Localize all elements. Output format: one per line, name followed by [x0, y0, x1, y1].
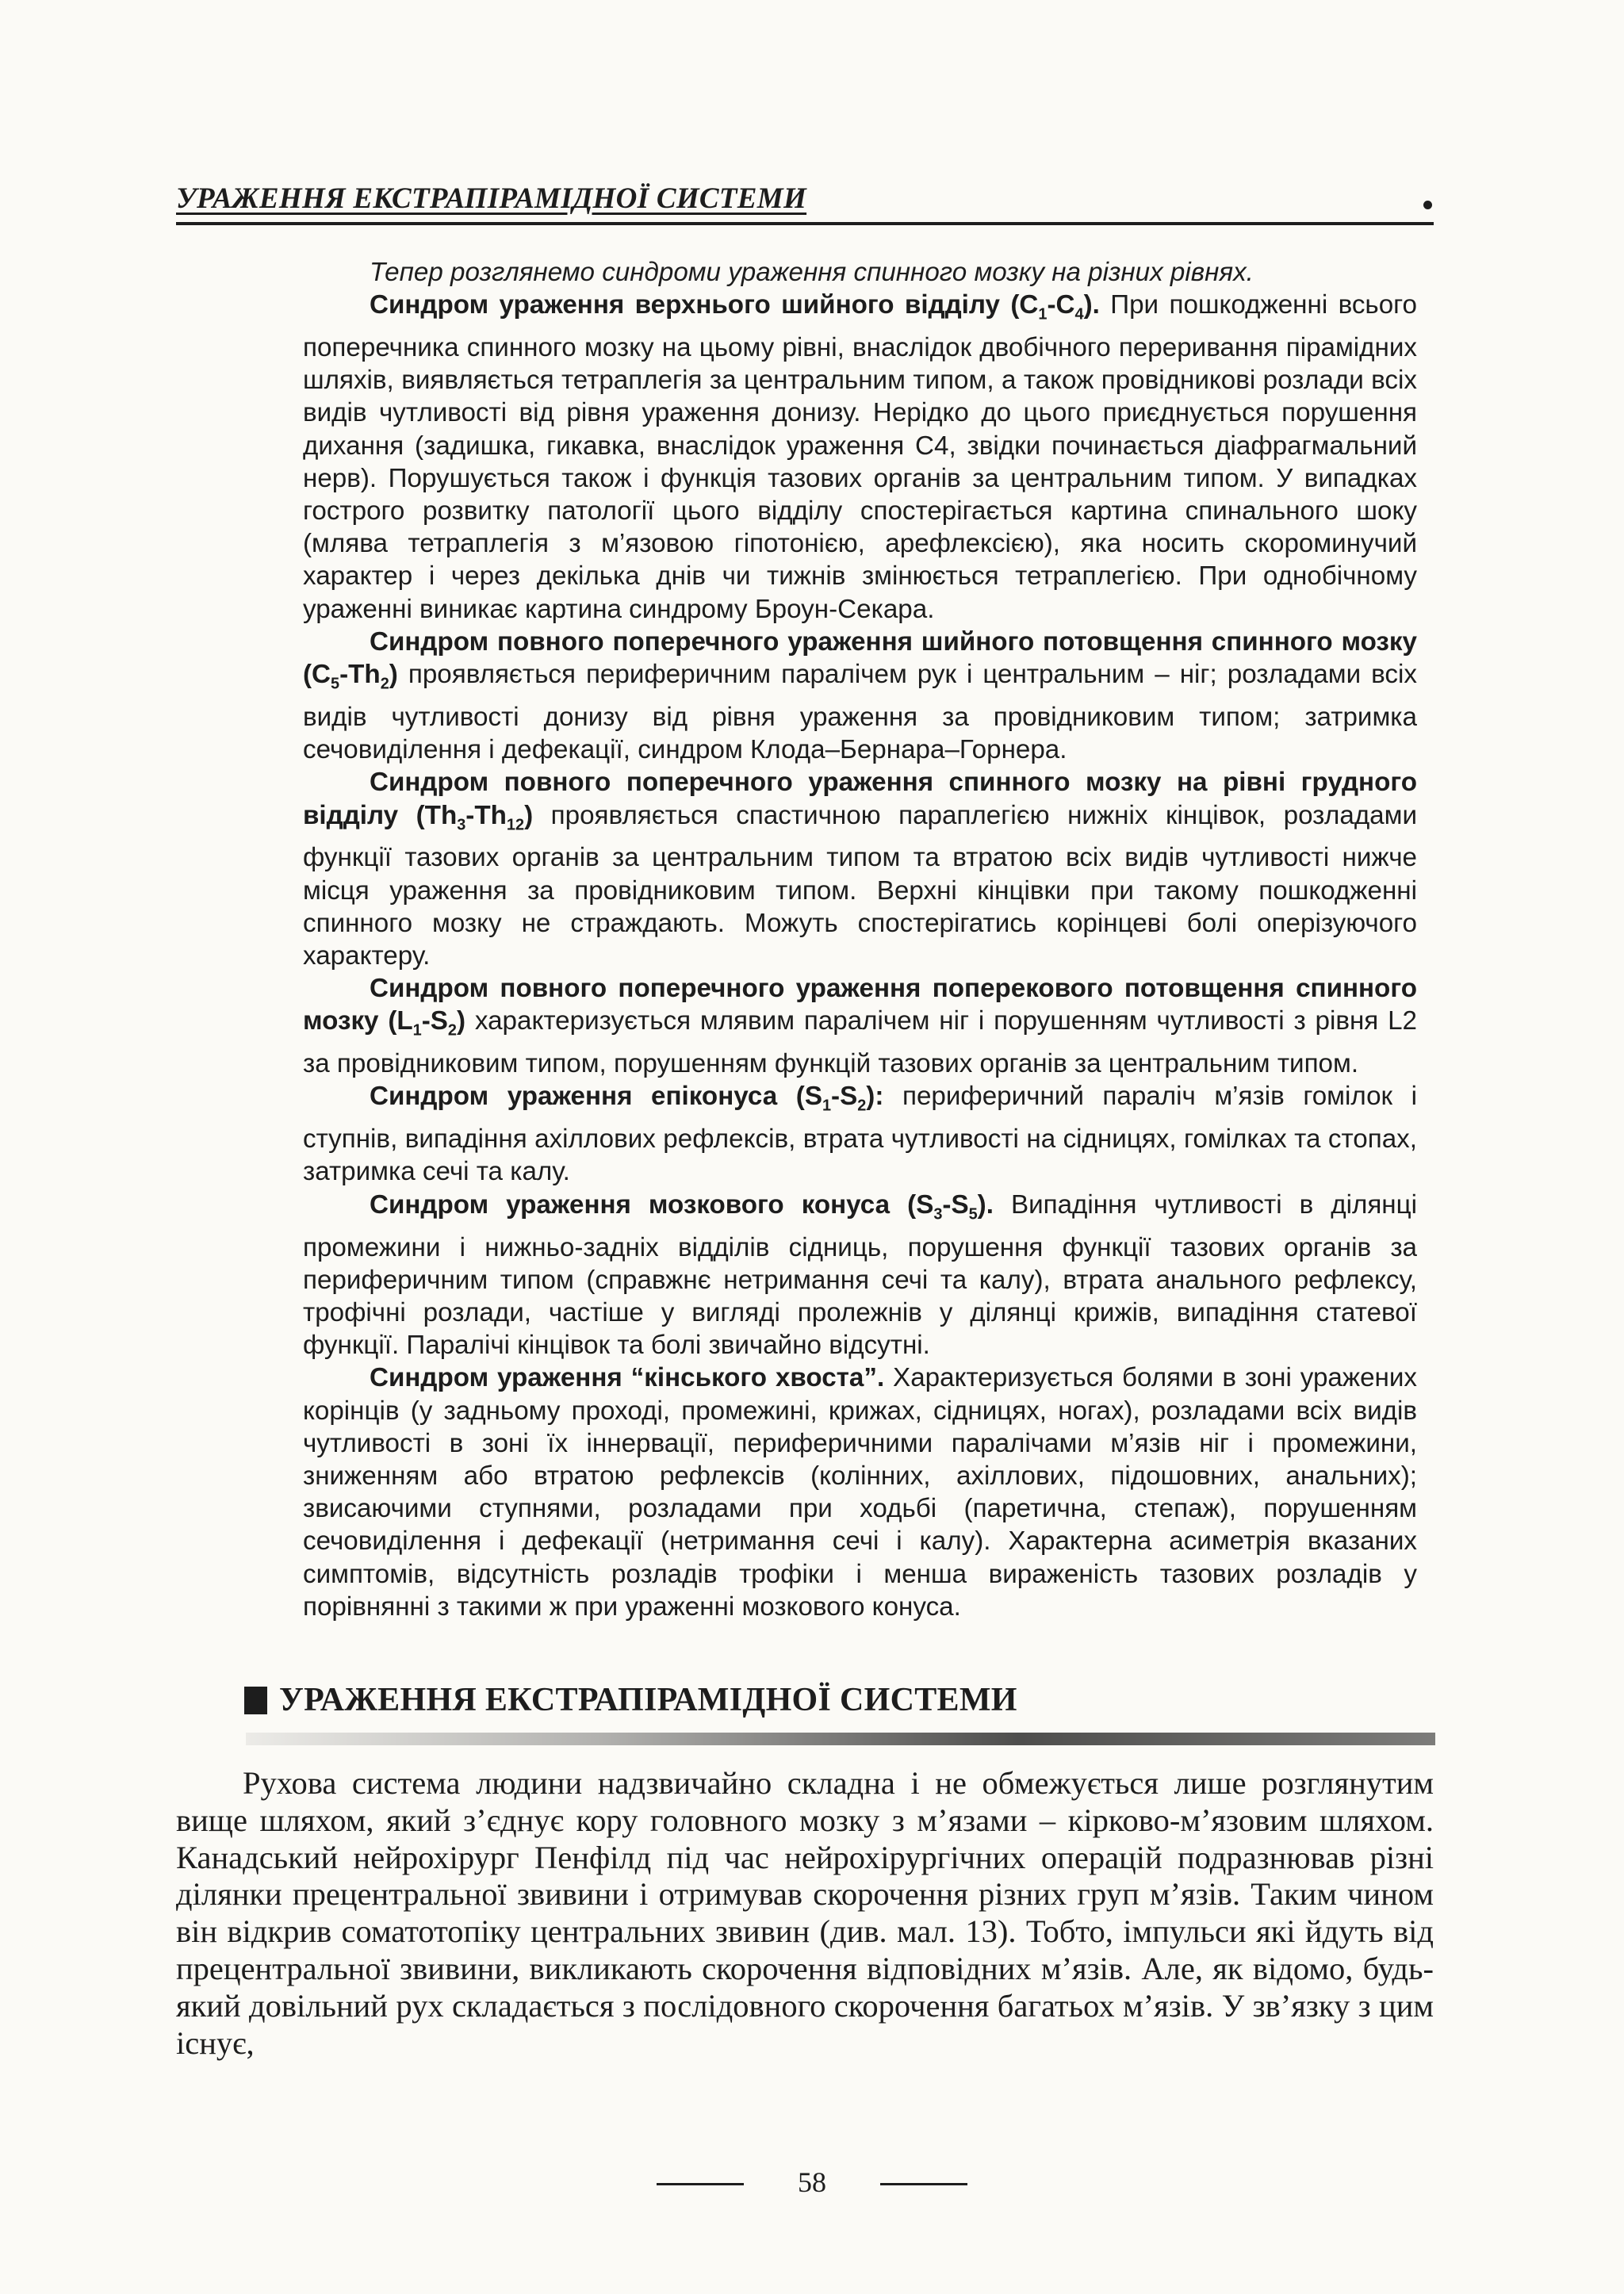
page-number: 58 [798, 2166, 826, 2198]
syndrome-term: Синдром повного поперечного ураження поперекового потовщення спинного мозку $(L_1-S_2)$ [303, 974, 1417, 1040]
syndrome-term: Синдром повного поперечного ураження спинного мозку на рівні грудного відділу $(Th_3-Th_{12})$ [303, 768, 1417, 834]
syndrome-paragraph [303, 972, 1417, 1080]
syndrome-paragraph [303, 1189, 1417, 1362]
running-header-title: УРАЖЕННЯ ЕКСТРАПІРАМІДНОЇ СИСТЕМИ [176, 182, 807, 215]
syndrome-description: При пошкодженні всього поперечника спинного мозку на цьому рівні, внаслідок двобічного переривання пірамідних шляхів, виявляється тетраплегія за центральним типом, а також провідникові розлади всіх видів чутливості від рівня ураження донизу. Нерідко до цього приєднується порушення дихання (задишка, гикавка, внаслідок ураження С4, звідки починається діафрагмальний нерв). Порушується також і функція тазових органів за центральним типом. У випадках гострого розвитку патології цього відділу спостерігається картина спинального шоку (млява тетраплегія з м’язовою гіпотонією, арефлексією), яка носить скороминучий характер і через декілька днів чи тижнів змінюється тетраплегією. При однобічному ураженні виникає картина синдрому Броун-Секара. [303, 290, 1418, 624]
bullet-icon [1423, 201, 1432, 209]
square-bullet-icon [244, 1687, 267, 1714]
section-heading-text: УРАЖЕННЯ ЕКСТРАПІРАМІДНОЇ СИСТЕМИ [279, 1682, 1017, 1718]
syndrome-description: Випадіння чутливості в ділянці промежини і нижньо-задніх відділів сідниць, порушення функції тазових органів за периферичним типом (справжнє нетримання сечі та калу), втрата анального рефлексу, трофічні розлади, частіше у вигляді пролежнів у ділянці крижів, випадіння статевої функції. Паралічі кінцівок та болі звичайно відсутні. [303, 1189, 1417, 1361]
syndrome-description: проявляється спастичною параплегією нижніх кінцівок, розладами функції тазових органів за центральним типом та втратою всіх видів чутливості нижче місця ураження за провідниковим типом. Верхні кінцівки при такому пошкодженні спинного мозку не страждають. Можуть спостерігатись корінцеві болі оперізуючого характеру. [303, 800, 1417, 971]
syndrome-term: Синдром повного поперечного ураження шийного потовщення спинного мозку $(С_5-Th_2)$ [303, 626, 1417, 693]
syndrome-term: Синдром ураження епіконуса $(S_1-S_2)$: [370, 1082, 884, 1116]
syndrome-paragraph [303, 1361, 1417, 1623]
syndrome-description: Характеризується болями в зоні уражених корінців (у задньому проході, промежині, крижах, сідницях, ногах), розладами всіх видів чутливості в зоні їх іннервації, периферичними паралічами м’язів ніг і промежини, зниженням або втратою рефлексів (колінних, ахіллових, підошовних, анальних); звисаючими ступнями, розладами при ходьбі (паретична, степаж), порушенням сечовиділення і дефекації (нетримання сечі і калу). Характерна асиметрія вказаних симптомів, відсутність розладів трофіки і менша вираженість тазових розладів у порівнянні з такими ж при ураженні мозкового конуса. [303, 1363, 1417, 1622]
syndrome-description: характеризується млявим паралічем ніг і порушенням чутливості з рівня L2 за провідниковим типом, порушенням функцій тазових органів за центральним типом. [303, 1006, 1417, 1079]
syndrome-paragraph [303, 626, 1417, 766]
body-text [303, 256, 1417, 1623]
syndrome-description: периферичний параліч м’язів гомілок і ступнів, випадіння ахіллових рефлексів, втрата чутливості на сідницях, гомілках та стопах, затримка сечі та калу. [303, 1082, 1417, 1187]
syndrome-term: Синдром ураження верхнього шийного відділу $(С_1-С_4)$. [370, 290, 1100, 324]
intro-line: Тепер розглянемо синдроми ураження спинного мозку на різних рівнях. [370, 258, 1254, 287]
section-paragraph: Рухова система людини надзвичайно складна і не обмежується лише розглянутим вище шляхом, який з’єднує кору головного мозку з м’язами – кірково-м’язовим шляхом. Канадський нейрохірург Пенфілд під час нейрохірургічних операцій подразнював різні ділянки прецентральної звивини і отримував скорочення різних груп м’язів. Таким чином він відкрив соматотопіку центральних звивин (див. мал. 13). Тобто, імпульси які йдуть від прецентральної звивини, викликають скорочення відповідних м’язів. Але, як відомо, будь-який довільний рух складається з послідовного скорочення багатьох м’язів. У зв’язку з цим існує, [176, 1765, 1434, 2061]
syndrome-paragraph [303, 766, 1417, 972]
heading-rule [246, 1733, 1435, 1745]
section-heading [244, 1679, 1434, 1724]
syndrome-paragraph [303, 1080, 1417, 1188]
syndrome-term: Синдром ураження “кінського хвоста”. [370, 1363, 885, 1393]
syndrome-paragraph [303, 289, 1417, 626]
footer-rule-right [880, 2183, 967, 2185]
running-header [176, 176, 1434, 225]
syndrome-term: Синдром ураження мозкового конуса $(S_3-S_5)$. [370, 1189, 994, 1224]
footer-rule-left [657, 2183, 744, 2185]
page-footer [657, 2162, 967, 2202]
syndrome-description: проявляється периферичним паралічем рук і центральним – ніг; розладами всіх видів чутливості донизу від рівня ураження за провідниковим типом; затримка сечовиділення і дефекації, синдром Клода–Бернара–Горнера. [303, 660, 1417, 765]
